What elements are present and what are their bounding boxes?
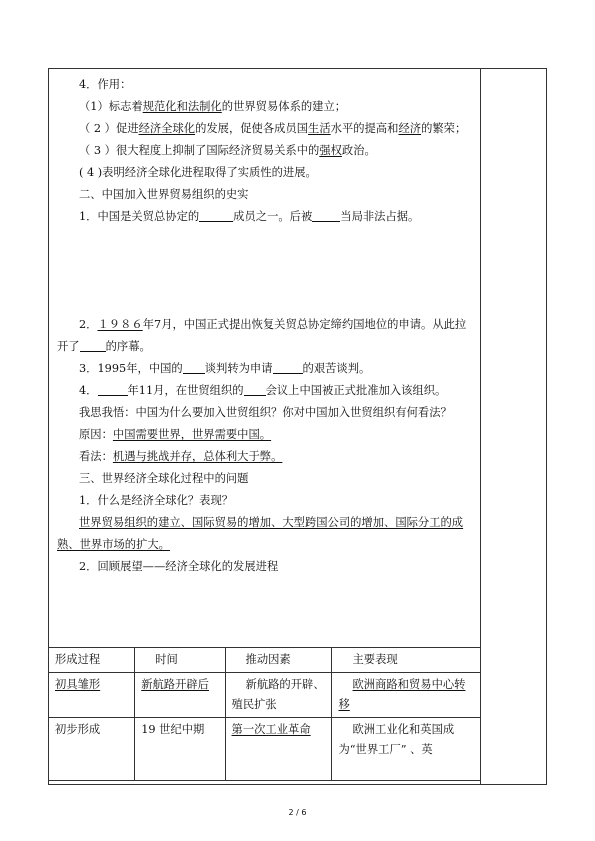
- effects-heading: 4．作用：: [79, 78, 132, 91]
- view-line: 看法：机遇与挑战并存，总体利大于弊。: [79, 450, 283, 463]
- blank-line: [244, 381, 266, 396]
- blank-line: [98, 381, 128, 396]
- globalization-process-table: [48, 647, 481, 781]
- reflection-question: 我思我悟：中国为什么要加入世贸组织？你对中国加入世贸组织有何看法？: [79, 406, 452, 419]
- china-fact-1: 1．中国是关贸总协定的 成员之一。后被 当局非法占据。: [57, 206, 469, 228]
- effect-3: （ 3 ）很大程度上抑制了国际经济贸易关系中的强权政治。: [79, 144, 376, 157]
- table-header: 时间: [135, 648, 225, 673]
- table-cell-show: 欧洲工业化和英国成为“世界工厂” 、英: [332, 718, 481, 781]
- table-cell-time: 新航路开辟后: [135, 673, 225, 718]
- table-row: [49, 673, 481, 718]
- blank-line: [80, 337, 106, 352]
- table-header-row: [49, 648, 481, 673]
- table-cell-stage: 初具雏形: [49, 673, 135, 718]
- main-content: [57, 74, 469, 578]
- blank-line: [183, 359, 205, 374]
- issues-heading: 三、世界经济全球化过程中的问题: [79, 472, 249, 485]
- table-cell-factor: 第一次工业革命: [225, 718, 332, 781]
- table-header: 主要表现: [332, 648, 481, 673]
- table-cell-factor: 新航路的开辟、殖民扩张: [225, 673, 332, 718]
- reason-line: 原因：中国需要世界，世界需要中国。: [79, 428, 272, 441]
- china-heading: 二、中国加入世界贸易组织的史实: [79, 188, 249, 201]
- china-fact-3: 3．1995年，中国的 谈判转为申请 的艰苦谈判。: [57, 358, 469, 380]
- effect-1: （1）标志着规范化和法制化的世界贸易体系的建立；: [79, 100, 347, 113]
- china-fact-4: 4． 年11月，在世贸组织的 会议上中国被正式批准加入该组织。: [57, 380, 469, 402]
- effect-4: ( 4 )表明经济全球化进程取得了实质性的进展。: [79, 166, 317, 179]
- china-fact-2: 2．１９８６年7月，中国正式提出恢复关贸总协定缔约国地位的申请。从此拉开了 的序幕。: [57, 318, 467, 353]
- blank-space: [57, 228, 469, 314]
- issues-answer-1: 世界贸易组织的建立、国际贸易的增加、大型跨国公司的增加、国际分工的成熟、世界市场的扩大。: [57, 516, 464, 551]
- blank-line: [312, 207, 340, 222]
- table-cell-show: 欧洲商路和贸易中心转移: [332, 673, 481, 718]
- blank-line: [199, 207, 233, 222]
- table-cell-stage: 初步形成: [49, 718, 135, 781]
- issues-question-1: 1．什么是经济全球化？表现？: [79, 494, 234, 507]
- table-cell-time: 19 世纪中期: [135, 718, 225, 781]
- blank-line: [273, 359, 303, 374]
- issues-question-2: 2．回顾展望——经济全球化的发展进程: [79, 560, 279, 573]
- table-header: 推动因素: [225, 648, 332, 673]
- effect-2: （ 2 ）促进经济全球化的发展，促使各成员国生活水平的提高和经济的繁荣；: [79, 122, 467, 135]
- page-number: 2 / 6: [288, 808, 307, 817]
- table-header: 形成过程: [49, 648, 135, 673]
- table-row: [49, 718, 481, 781]
